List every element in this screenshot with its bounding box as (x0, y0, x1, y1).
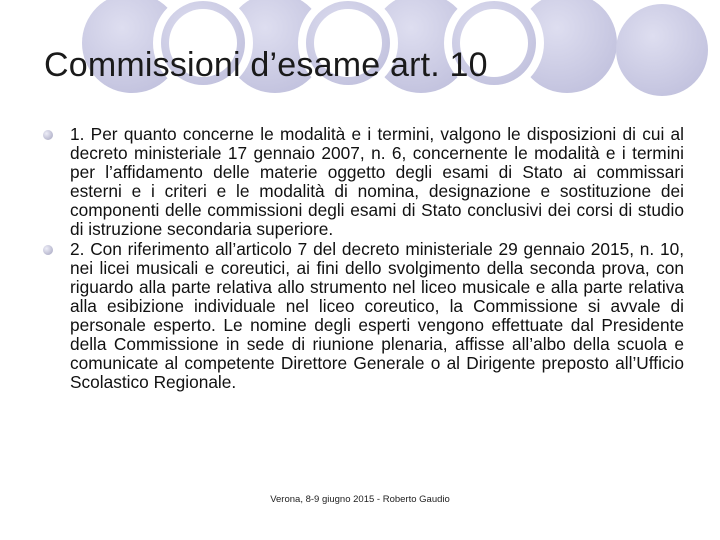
slide-footer: Verona, 8-9 giugno 2015 - Roberto Gaudio (270, 494, 450, 505)
bullet-text: 1. Per quanto concerne le modalità e i termini, valgono le disposizioni di cui al decreto ministeriale 17 gennaio 2007, n. 6, concernente le modalità e i termini per l’affidamento delle materie oggetto degli esami di Stato ai commissari esterni e i criteri e le modalità di nomina, designazione e sostituzione dei componenti delle commissioni degli esami di Stato conclusivi dei corsi di studio di istruzione secondaria superiore. (70, 124, 684, 240)
decor-circle (616, 4, 708, 96)
bullet-item (0, 240, 684, 393)
bullet-dot-icon (43, 130, 53, 140)
bullet-text: 2. Con riferimento all’articolo 7 del decreto ministeriale 29 gennaio 2015, n. 10, nei licei musicali e coreutici, ai fini dello svolgimento della seconda prova, con riguardo alla parte relativa allo strumento nel liceo musicale e alla parte relativa alla esibizione individuale nel liceo coreutico, la Commissione si avvale di personale esperto. Le nomine degli esperti vengono effettuate dal Presidente della Commissione in sede di riunione plenaria, affisse all’albo della scuola e comunicate al competente Direttore Generale o al Dirigente preposto all’Ufficio Scolastico Regionale. (70, 238, 684, 393)
bullet-list (0, 125, 720, 392)
slide-title: Commissioni d’esame art. 10 (44, 46, 488, 84)
bullet-dot-icon (43, 245, 53, 255)
bullet-item (0, 125, 684, 240)
